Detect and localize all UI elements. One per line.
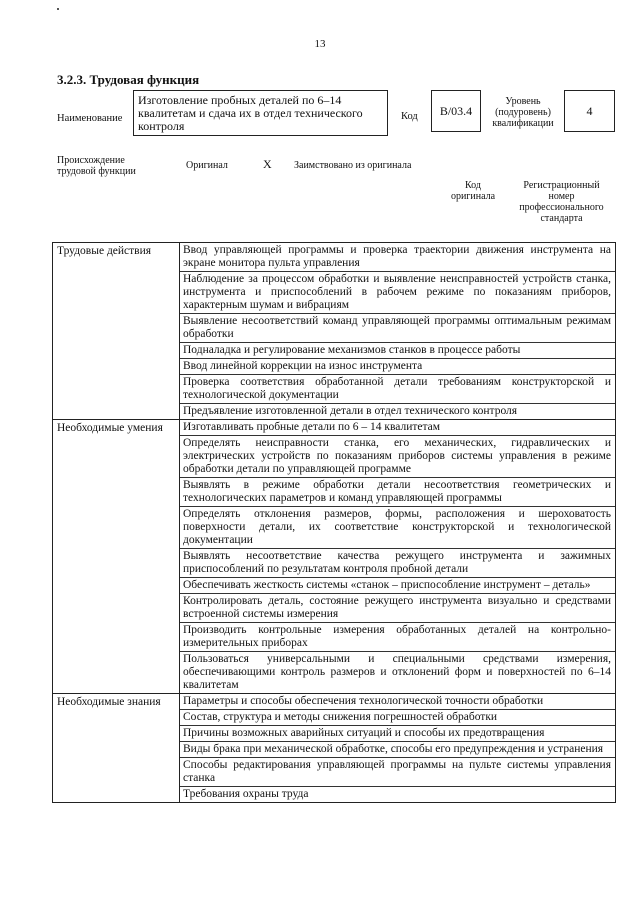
list-item: Проверка соответствия обработанной детали требованиям конструкторской и технологической документации (180, 375, 615, 404)
registration-number-label: Регистрационный номер профессионального стандарта (519, 180, 604, 224)
labor-function-table (52, 242, 616, 803)
original-mark: X (263, 157, 272, 171)
function-code-box: B/03.4 (431, 90, 481, 132)
list-item: Ввод управляющей программы и проверка траектории движения инструмента на экране монитора пульта управления (180, 243, 615, 272)
required-knowledge-label: Необходимые знания (53, 694, 180, 802)
list-item: Параметры и способы обеспечения технологической точности обработки (180, 694, 615, 710)
required-skills-list (180, 420, 615, 693)
list-item: Определять отклонения размеров, формы, расположения и шероховатость поверхности детали, их соответствие конструкторской и технологической документации (180, 507, 615, 549)
list-item: Способы редактирования управляющей программы на пульте системы управления станка (180, 758, 615, 787)
list-item: Изготавливать пробные детали по 6 – 14 квалитетам (180, 420, 615, 436)
list-item: Требования охраны труда (183, 788, 309, 800)
required-knowledge-list (180, 694, 615, 802)
page-number: 13 (314, 38, 326, 50)
list-item: Обеспечивать жесткость системы «станок – приспособление инструмент – деталь» (180, 578, 615, 594)
code-label: Код (401, 111, 418, 122)
list-item: Выявлять в режиме обработки детали несоответствия геометрических и технологических параметров и команд управляющей программы (180, 478, 615, 507)
section-title: 3.2.3. Трудовая функция (57, 72, 200, 87)
list-item: Выявлять несоответствие качества режущего инструмента и зажимных приспособлений по результатам контроля пробной детали (180, 549, 615, 578)
list-item: Предъявление изготовленной детали в отдел технического контроля (183, 405, 518, 417)
list-item: Контролировать деталь, состояние режущего инструмента визуально и средствами встроенной системы измерения (180, 594, 615, 623)
labor-actions-label: Трудовые действия (53, 243, 180, 419)
required-skills-row (53, 420, 615, 694)
labor-actions-list (180, 243, 615, 419)
list-item: Подналадка и регулирование механизмов станков в процессе работы (180, 343, 615, 359)
original-code-label: Код оригинала (450, 180, 496, 202)
origin-label: Происхождение трудовой функции (57, 155, 136, 177)
borrowed-label: Заимствовано из оригинала (294, 160, 412, 171)
list-item: Выявление несоответствий команд управляющей программы оптимальным режимам обработки (180, 314, 615, 343)
list-item: Состав, структура и методы снижения погрешностей обработки (180, 710, 615, 726)
list-item: Определять неисправности станка, его механических, гидравлических и электрических устройств по показаниям приборов системы управления в режиме обработки детали по управляющей программе (180, 436, 615, 478)
level-label: Уровень (подуровень) квалификации (492, 96, 554, 129)
required-knowledge-row (53, 694, 615, 802)
list-item: Наблюдение за процессом обработки и выявление неисправностей устройств станка, инструмента и приспособлений в рабочем режиме по показаниям приборов, характерным шумам и вибрациям (180, 272, 615, 314)
required-skills-label: Необходимые умения (53, 420, 180, 693)
original-label: Оригинал (186, 160, 228, 171)
list-item: Виды брака при механической обработке, способы его предупреждения и устранения (180, 742, 615, 758)
scan-speck (57, 8, 59, 10)
list-item: Причины возможных аварийных ситуаций и способы их предотвращения (180, 726, 615, 742)
function-name-box: Изготовление пробных деталей по 6–14 квалитетам и сдача их в отдел технического контроля (133, 90, 388, 136)
qualification-level-box: 4 (564, 90, 615, 132)
list-item: Производить контрольные измерения обработанных деталей на контрольно-измерительных приборах (180, 623, 615, 652)
list-item: Ввод линейной коррекции на износ инструмента (180, 359, 615, 375)
labor-actions-row (53, 243, 615, 420)
name-label: Наименование (57, 113, 123, 124)
list-item: Пользоваться универсальными и специальными средствами измерения, обеспечивающими контроль размеров и отклонений форм и поверхностей по 6–14 квалитетам (183, 653, 611, 691)
